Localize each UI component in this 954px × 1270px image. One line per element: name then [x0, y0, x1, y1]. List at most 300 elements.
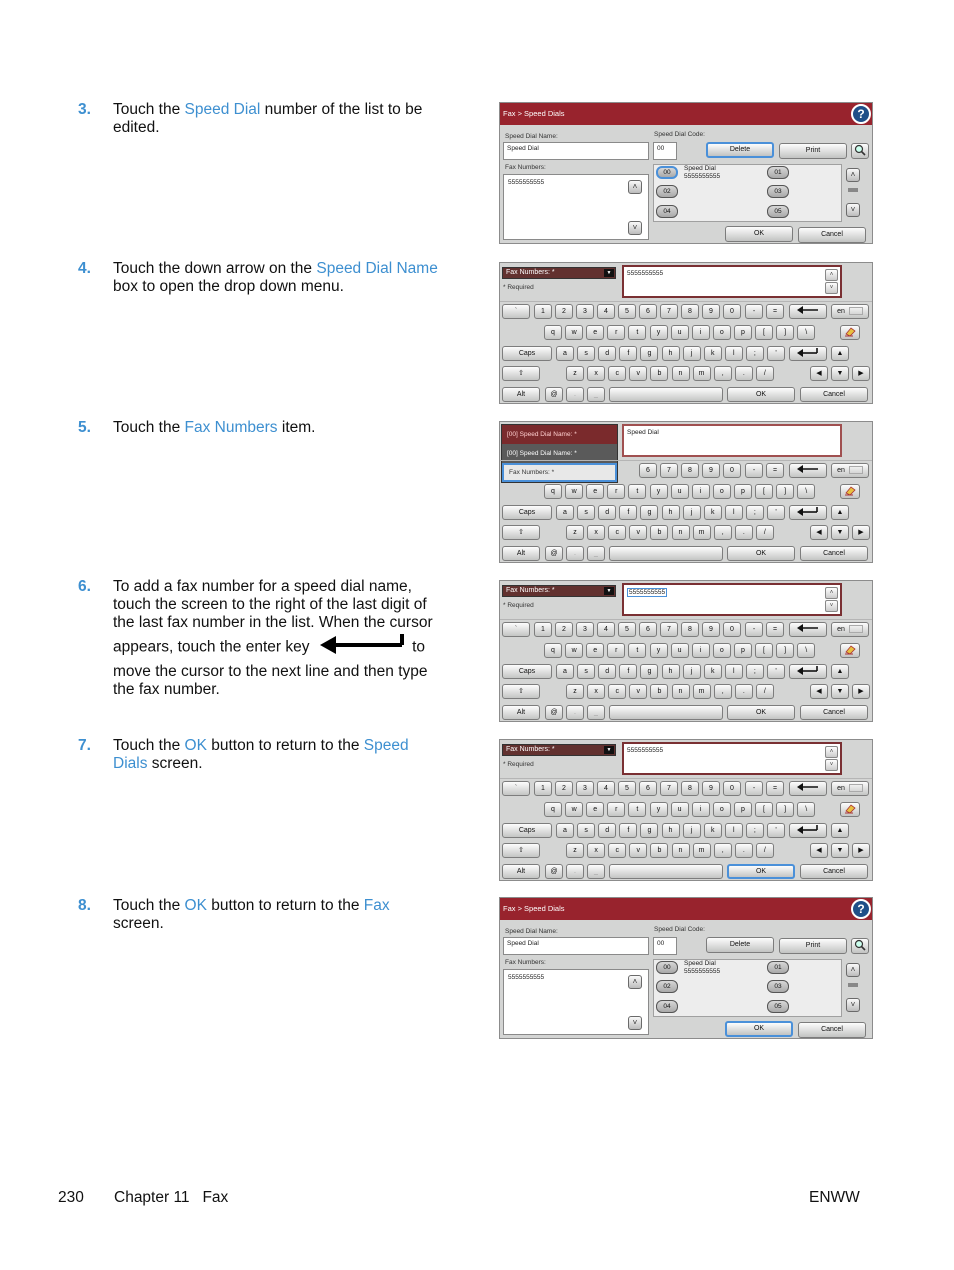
- key-q[interactable]: q: [544, 325, 562, 340]
- key-d[interactable]: d: [598, 664, 616, 679]
- key-2[interactable]: 2: [555, 781, 573, 796]
- key-q[interactable]: q: [544, 802, 562, 817]
- key-6[interactable]: 6: [639, 463, 657, 478]
- dot-key[interactable]: .: [566, 705, 584, 720]
- key-g[interactable]: g: [640, 346, 658, 361]
- speed-dial-code-field[interactable]: 00: [653, 937, 677, 955]
- key-o[interactable]: o: [713, 325, 731, 340]
- space-key[interactable]: [609, 546, 723, 561]
- key-z[interactable]: z: [566, 525, 584, 540]
- key-9[interactable]: 9: [702, 781, 720, 796]
- backspace-key-icon[interactable]: [789, 304, 827, 319]
- key-r[interactable]: r: [607, 325, 625, 340]
- at-key[interactable]: @: [545, 387, 563, 402]
- key-z[interactable]: z: [566, 366, 584, 381]
- key-e[interactable]: e: [586, 802, 604, 817]
- speed-dial-code-pill[interactable]: 01: [767, 961, 789, 974]
- alt-key[interactable]: Alt: [502, 387, 540, 402]
- key-x[interactable]: x: [587, 684, 605, 699]
- help-icon[interactable]: ?: [851, 899, 871, 919]
- key-o[interactable]: o: [713, 484, 731, 499]
- text-entry-field[interactable]: [622, 265, 842, 298]
- key-6[interactable]: 6: [639, 781, 657, 796]
- speed-dial-code-field[interactable]: 00: [653, 142, 677, 160]
- scroll-down-icon[interactable]: ˅: [628, 221, 642, 235]
- key-f[interactable]: f: [619, 346, 637, 361]
- key-v[interactable]: v: [629, 684, 647, 699]
- key-12[interactable]: =: [766, 304, 784, 319]
- key-;[interactable]: ;: [746, 664, 764, 679]
- key-k[interactable]: k: [704, 664, 722, 679]
- caps-key[interactable]: Caps: [502, 664, 552, 679]
- cancel-button[interactable]: Cancel: [800, 864, 868, 879]
- key-[[interactable]: [: [755, 802, 773, 817]
- at-key[interactable]: @: [545, 546, 563, 561]
- key-1[interactable]: 1: [534, 304, 552, 319]
- speed-dial-code-pill[interactable]: 00: [656, 166, 678, 179]
- key-m[interactable]: m: [693, 366, 711, 381]
- key-d[interactable]: d: [598, 505, 616, 520]
- key-r[interactable]: r: [607, 802, 625, 817]
- key-\[interactable]: \: [797, 643, 815, 658]
- key-,[interactable]: ,: [714, 843, 732, 858]
- key-d[interactable]: d: [598, 823, 616, 838]
- key-7[interactable]: 7: [660, 781, 678, 796]
- key-12[interactable]: =: [766, 622, 784, 637]
- shift-key-icon[interactable]: ⇧: [502, 843, 540, 858]
- key-i[interactable]: i: [692, 802, 710, 817]
- key-11[interactable]: -: [745, 781, 763, 796]
- speed-dial-code-pill[interactable]: 02: [656, 980, 678, 993]
- key-j[interactable]: j: [683, 346, 701, 361]
- key-k[interactable]: k: [704, 823, 722, 838]
- key-.[interactable]: .: [735, 525, 753, 540]
- key-f[interactable]: f: [619, 823, 637, 838]
- key-a[interactable]: a: [556, 664, 574, 679]
- enter-key-icon[interactable]: [789, 346, 827, 361]
- key-2[interactable]: 2: [555, 622, 573, 637]
- key-x[interactable]: x: [587, 366, 605, 381]
- backspace-key-icon[interactable]: [789, 463, 827, 478]
- key-10[interactable]: 0: [723, 463, 741, 478]
- key-0[interactable]: `: [502, 781, 530, 796]
- key-12[interactable]: =: [766, 463, 784, 478]
- backspace-key-icon[interactable]: [789, 622, 827, 637]
- key-;[interactable]: ;: [746, 346, 764, 361]
- shift-key-icon[interactable]: ⇧: [502, 366, 540, 381]
- key-w[interactable]: w: [565, 643, 583, 658]
- key-t[interactable]: t: [628, 484, 646, 499]
- list-scroll-up-icon[interactable]: ˄: [846, 963, 860, 977]
- key-l[interactable]: l: [725, 664, 743, 679]
- key-p[interactable]: p: [734, 484, 752, 499]
- key-y[interactable]: y: [650, 802, 668, 817]
- cancel-button[interactable]: Cancel: [800, 705, 868, 720]
- language-key[interactable]: [831, 304, 869, 319]
- key-\[interactable]: \: [797, 802, 815, 817]
- scroll-up-icon[interactable]: ˄: [628, 180, 642, 194]
- key-r[interactable]: r: [607, 643, 625, 658]
- key-d[interactable]: d: [598, 346, 616, 361]
- speed-dial-name-field[interactable]: Speed Dial: [503, 937, 649, 955]
- menu-item-selected-header[interactable]: [00] Speed Dial Name: *: [502, 425, 617, 444]
- key-9[interactable]: 9: [702, 304, 720, 319]
- key-'[interactable]: ': [767, 664, 785, 679]
- key-'[interactable]: ': [767, 505, 785, 520]
- key-\[interactable]: \: [797, 325, 815, 340]
- key-o[interactable]: o: [713, 643, 731, 658]
- alt-key[interactable]: Alt: [502, 546, 540, 561]
- key-][interactable]: ]: [776, 484, 794, 499]
- key-a[interactable]: a: [556, 505, 574, 520]
- key-c[interactable]: c: [608, 366, 626, 381]
- dot-key[interactable]: .: [566, 546, 584, 561]
- menu-item-speed-dial-name[interactable]: [00] Speed Dial Name: *: [507, 450, 577, 457]
- speed-dial-code-pill[interactable]: 00: [656, 961, 678, 974]
- key-10[interactable]: 0: [723, 781, 741, 796]
- space-key[interactable]: [609, 387, 723, 402]
- text-scroll-up-icon[interactable]: ˄: [825, 587, 838, 599]
- key-h[interactable]: h: [662, 505, 680, 520]
- space-key[interactable]: [609, 705, 723, 720]
- key-k[interactable]: k: [704, 505, 722, 520]
- key-8[interactable]: 8: [681, 463, 699, 478]
- at-key[interactable]: @: [545, 864, 563, 879]
- speed-dial-code-pill[interactable]: 03: [767, 185, 789, 198]
- key-6[interactable]: 6: [639, 304, 657, 319]
- caps-key[interactable]: Caps: [502, 823, 552, 838]
- text-scroll-up-icon[interactable]: ˄: [825, 746, 838, 758]
- language-key[interactable]: [831, 781, 869, 796]
- key-10[interactable]: 0: [723, 304, 741, 319]
- key-1[interactable]: 1: [534, 622, 552, 637]
- key-w[interactable]: w: [565, 802, 583, 817]
- key-m[interactable]: m: [693, 684, 711, 699]
- speed-dial-code-pill[interactable]: 05: [767, 1000, 789, 1013]
- key-v[interactable]: v: [629, 843, 647, 858]
- language-key[interactable]: [831, 622, 869, 637]
- arrow-up-key-icon[interactable]: ▲: [831, 346, 849, 361]
- key-t[interactable]: t: [628, 802, 646, 817]
- key-10[interactable]: 0: [723, 622, 741, 637]
- key-3[interactable]: 3: [576, 304, 594, 319]
- speed-dial-code-pill[interactable]: 04: [656, 205, 678, 218]
- key-.[interactable]: .: [735, 684, 753, 699]
- key-.[interactable]: .: [735, 843, 753, 858]
- key-;[interactable]: ;: [746, 823, 764, 838]
- key-p[interactable]: p: [734, 802, 752, 817]
- alt-key[interactable]: Alt: [502, 864, 540, 879]
- cancel-button[interactable]: Cancel: [798, 227, 866, 243]
- key-2[interactable]: 2: [555, 304, 573, 319]
- arrow-down-key-icon[interactable]: ▼: [831, 525, 849, 540]
- key-3[interactable]: 3: [576, 781, 594, 796]
- text-scroll-down-icon[interactable]: ˅: [825, 759, 838, 771]
- key-t[interactable]: t: [628, 643, 646, 658]
- underscore-key[interactable]: _: [587, 387, 605, 402]
- dot-key[interactable]: .: [566, 387, 584, 402]
- key-1[interactable]: 1: [534, 781, 552, 796]
- key-c[interactable]: c: [608, 525, 626, 540]
- arrow-right-key-icon[interactable]: ▶: [852, 525, 870, 540]
- key-i[interactable]: i: [692, 325, 710, 340]
- key-b[interactable]: b: [650, 843, 668, 858]
- key-h[interactable]: h: [662, 346, 680, 361]
- key-'[interactable]: ': [767, 346, 785, 361]
- key-s[interactable]: s: [577, 664, 595, 679]
- key-v[interactable]: v: [629, 525, 647, 540]
- speed-dial-code-pill[interactable]: 01: [767, 166, 789, 179]
- speed-dial-code-pill[interactable]: 04: [656, 1000, 678, 1013]
- key-[[interactable]: [: [755, 643, 773, 658]
- key-11[interactable]: -: [745, 463, 763, 478]
- eraser-icon[interactable]: [840, 325, 860, 340]
- caps-key[interactable]: Caps: [502, 505, 552, 520]
- key-/[interactable]: /: [756, 684, 774, 699]
- key-4[interactable]: 4: [597, 304, 615, 319]
- key-f[interactable]: f: [619, 664, 637, 679]
- key-y[interactable]: y: [650, 484, 668, 499]
- search-icon[interactable]: [851, 143, 869, 159]
- key-n[interactable]: n: [672, 366, 690, 381]
- arrow-up-key-icon[interactable]: ▲: [831, 664, 849, 679]
- arrow-right-key-icon[interactable]: ▶: [852, 366, 870, 381]
- key-p[interactable]: p: [734, 643, 752, 658]
- key-j[interactable]: j: [683, 823, 701, 838]
- key-u[interactable]: u: [671, 484, 689, 499]
- eraser-icon[interactable]: [840, 802, 860, 817]
- key-h[interactable]: h: [662, 664, 680, 679]
- text-scroll-down-icon[interactable]: ˅: [825, 600, 838, 612]
- key-z[interactable]: z: [566, 684, 584, 699]
- arrow-down-key-icon[interactable]: ▼: [831, 843, 849, 858]
- print-button[interactable]: Print: [779, 938, 847, 954]
- key-j[interactable]: j: [683, 664, 701, 679]
- arrow-up-key-icon[interactable]: ▲: [831, 505, 849, 520]
- key-w[interactable]: w: [565, 484, 583, 499]
- text-entry-field[interactable]: [622, 742, 842, 775]
- key-o[interactable]: o: [713, 802, 731, 817]
- key-a[interactable]: a: [556, 346, 574, 361]
- key-l[interactable]: l: [725, 823, 743, 838]
- key-,[interactable]: ,: [714, 366, 732, 381]
- eraser-icon[interactable]: [840, 484, 860, 499]
- arrow-up-key-icon[interactable]: ▲: [831, 823, 849, 838]
- speed-dial-code-pill[interactable]: 02: [656, 185, 678, 198]
- key-3[interactable]: 3: [576, 622, 594, 637]
- key-w[interactable]: w: [565, 325, 583, 340]
- key-.[interactable]: .: [735, 366, 753, 381]
- cancel-button[interactable]: Cancel: [800, 387, 868, 402]
- shift-key-icon[interactable]: ⇧: [502, 684, 540, 699]
- key-y[interactable]: y: [650, 325, 668, 340]
- language-key[interactable]: [831, 463, 869, 478]
- arrow-left-key-icon[interactable]: ◀: [810, 684, 828, 699]
- key-0[interactable]: `: [502, 622, 530, 637]
- cancel-button[interactable]: Cancel: [798, 1022, 866, 1038]
- cancel-button[interactable]: Cancel: [800, 546, 868, 561]
- key-y[interactable]: y: [650, 643, 668, 658]
- arrow-down-key-icon[interactable]: ▼: [831, 684, 849, 699]
- key-e[interactable]: e: [586, 325, 604, 340]
- key-12[interactable]: =: [766, 781, 784, 796]
- arrow-right-key-icon[interactable]: ▶: [852, 843, 870, 858]
- underscore-key[interactable]: _: [587, 546, 605, 561]
- at-key[interactable]: @: [545, 705, 563, 720]
- dropdown-arrow-icon[interactable]: ▼: [604, 746, 614, 754]
- text-entry-field[interactable]: [622, 583, 842, 616]
- key-h[interactable]: h: [662, 823, 680, 838]
- key-11[interactable]: -: [745, 622, 763, 637]
- ok-button[interactable]: OK: [725, 1021, 793, 1037]
- key-8[interactable]: 8: [681, 622, 699, 637]
- key-7[interactable]: 7: [660, 304, 678, 319]
- list-scroll-up-icon[interactable]: ˄: [846, 168, 860, 182]
- key-9[interactable]: 9: [702, 622, 720, 637]
- dropdown-arrow-icon[interactable]: ▼: [604, 269, 614, 277]
- space-key[interactable]: [609, 864, 723, 879]
- key-9[interactable]: 9: [702, 463, 720, 478]
- speed-dial-code-pill[interactable]: 05: [767, 205, 789, 218]
- field-selector[interactable]: [502, 744, 616, 756]
- key-b[interactable]: b: [650, 366, 668, 381]
- text-scroll-up-icon[interactable]: ˄: [825, 269, 838, 281]
- print-button[interactable]: Print: [779, 143, 847, 159]
- key-i[interactable]: i: [692, 484, 710, 499]
- delete-button[interactable]: Delete: [706, 937, 774, 953]
- key-a[interactable]: a: [556, 823, 574, 838]
- key-5[interactable]: 5: [618, 622, 636, 637]
- key-0[interactable]: `: [502, 304, 530, 319]
- key-g[interactable]: g: [640, 664, 658, 679]
- key-m[interactable]: m: [693, 525, 711, 540]
- underscore-key[interactable]: _: [587, 864, 605, 879]
- help-icon[interactable]: ?: [851, 104, 871, 124]
- arrow-right-key-icon[interactable]: ▶: [852, 684, 870, 699]
- key-k[interactable]: k: [704, 346, 722, 361]
- key-u[interactable]: u: [671, 643, 689, 658]
- ok-button[interactable]: OK: [727, 705, 795, 720]
- key-,[interactable]: ,: [714, 525, 732, 540]
- key-g[interactable]: g: [640, 505, 658, 520]
- key-7[interactable]: 7: [660, 622, 678, 637]
- scroll-up-icon[interactable]: ˄: [628, 975, 642, 989]
- dot-key[interactable]: .: [566, 864, 584, 879]
- key-4[interactable]: 4: [597, 622, 615, 637]
- key-][interactable]: ]: [776, 802, 794, 817]
- key-j[interactable]: j: [683, 505, 701, 520]
- key-p[interactable]: p: [734, 325, 752, 340]
- key-x[interactable]: x: [587, 525, 605, 540]
- key-u[interactable]: u: [671, 802, 689, 817]
- key-m[interactable]: m: [693, 843, 711, 858]
- key-5[interactable]: 5: [618, 304, 636, 319]
- list-scroll-down-icon[interactable]: ˅: [846, 203, 860, 217]
- key-/[interactable]: /: [756, 525, 774, 540]
- backspace-key-icon[interactable]: [789, 781, 827, 796]
- enter-key-icon[interactable]: [789, 823, 827, 838]
- ok-button[interactable]: OK: [727, 387, 795, 402]
- key-8[interactable]: 8: [681, 304, 699, 319]
- key-l[interactable]: l: [725, 346, 743, 361]
- key-b[interactable]: b: [650, 525, 668, 540]
- key-z[interactable]: z: [566, 843, 584, 858]
- key-x[interactable]: x: [587, 843, 605, 858]
- key-f[interactable]: f: [619, 505, 637, 520]
- key-/[interactable]: /: [756, 366, 774, 381]
- key-\[interactable]: \: [797, 484, 815, 499]
- key-c[interactable]: c: [608, 843, 626, 858]
- key-r[interactable]: r: [607, 484, 625, 499]
- speed-dial-code-pill[interactable]: 03: [767, 980, 789, 993]
- key-5[interactable]: 5: [618, 781, 636, 796]
- key-n[interactable]: n: [672, 525, 690, 540]
- dropdown-arrow-icon[interactable]: ▼: [604, 587, 614, 595]
- field-selector[interactable]: [502, 585, 616, 597]
- text-entry-field[interactable]: [622, 424, 842, 457]
- ok-button[interactable]: OK: [727, 546, 795, 561]
- key-e[interactable]: e: [586, 643, 604, 658]
- key-[[interactable]: [: [755, 325, 773, 340]
- text-scroll-down-icon[interactable]: ˅: [825, 282, 838, 294]
- key-b[interactable]: b: [650, 684, 668, 699]
- eraser-icon[interactable]: [840, 643, 860, 658]
- key-q[interactable]: q: [544, 484, 562, 499]
- search-icon[interactable]: [851, 938, 869, 954]
- menu-item-fax-numbers[interactable]: Fax Numbers: *: [502, 463, 617, 482]
- scroll-down-icon[interactable]: ˅: [628, 1016, 642, 1030]
- enter-key-icon[interactable]: [789, 505, 827, 520]
- key-'[interactable]: ': [767, 823, 785, 838]
- caps-key[interactable]: Caps: [502, 346, 552, 361]
- arrow-left-key-icon[interactable]: ◀: [810, 843, 828, 858]
- key-u[interactable]: u: [671, 325, 689, 340]
- key-c[interactable]: c: [608, 684, 626, 699]
- alt-key[interactable]: Alt: [502, 705, 540, 720]
- key-][interactable]: ]: [776, 643, 794, 658]
- key-q[interactable]: q: [544, 643, 562, 658]
- arrow-left-key-icon[interactable]: ◀: [810, 366, 828, 381]
- enter-key-icon[interactable]: [789, 664, 827, 679]
- key-8[interactable]: 8: [681, 781, 699, 796]
- key-11[interactable]: -: [745, 304, 763, 319]
- list-scroll-down-icon[interactable]: ˅: [846, 998, 860, 1012]
- shift-key-icon[interactable]: ⇧: [502, 525, 540, 540]
- key-/[interactable]: /: [756, 843, 774, 858]
- underscore-key[interactable]: _: [587, 705, 605, 720]
- dropdown-menu[interactable]: [501, 424, 618, 483]
- key-t[interactable]: t: [628, 325, 646, 340]
- key-4[interactable]: 4: [597, 781, 615, 796]
- key-][interactable]: ]: [776, 325, 794, 340]
- key-s[interactable]: s: [577, 346, 595, 361]
- key-7[interactable]: 7: [660, 463, 678, 478]
- key-n[interactable]: n: [672, 684, 690, 699]
- field-selector[interactable]: [502, 267, 616, 279]
- key-s[interactable]: s: [577, 823, 595, 838]
- key-e[interactable]: e: [586, 484, 604, 499]
- key-i[interactable]: i: [692, 643, 710, 658]
- ok-button[interactable]: OK: [727, 864, 795, 879]
- key-6[interactable]: 6: [639, 622, 657, 637]
- key-,[interactable]: ,: [714, 684, 732, 699]
- delete-button[interactable]: Delete: [706, 142, 774, 158]
- arrow-left-key-icon[interactable]: ◀: [810, 525, 828, 540]
- speed-dial-name-field[interactable]: Speed Dial: [503, 142, 649, 160]
- key-g[interactable]: g: [640, 823, 658, 838]
- key-;[interactable]: ;: [746, 505, 764, 520]
- key-n[interactable]: n: [672, 843, 690, 858]
